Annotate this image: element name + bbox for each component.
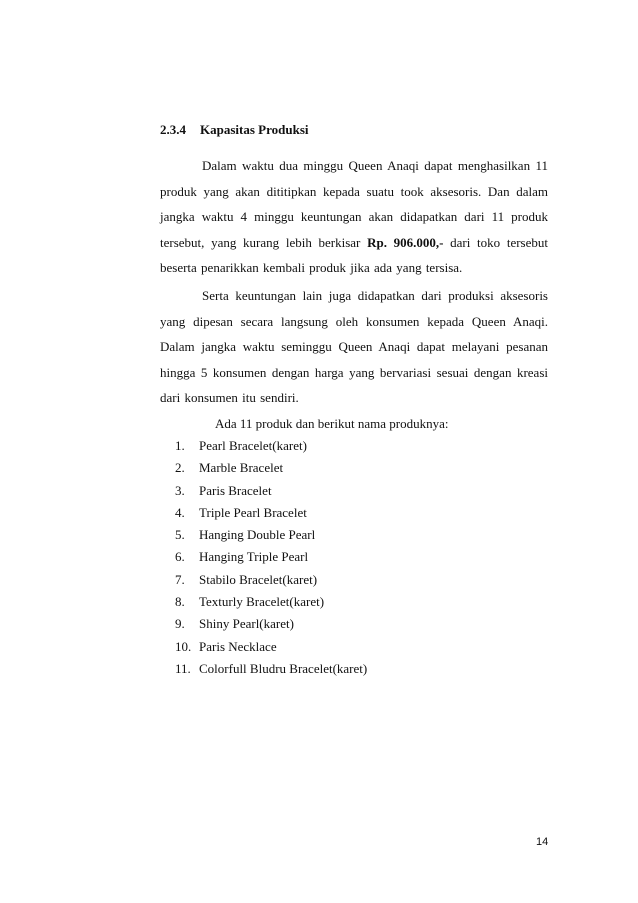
list-item-name: Marble Bracelet [199,460,284,476]
list-item-number: 7. [175,571,185,587]
list-intro: Ada 11 produk dan berikut nama produknya: [215,416,449,431]
list-item-number: 9. [175,616,185,632]
list-item [175,569,367,591]
list-item-name: Colorfull Bludru Bracelet(karet) [199,660,368,676]
list-item [175,480,367,502]
paragraph1-text-after: dari toko tersebut beserta penarikkan kembali produk jika ada yang tersisa. [160,234,549,275]
list-item-name: Triple Pearl Bracelet [199,504,307,520]
list-item-number: 6. [175,549,185,565]
page-number: 14 [536,836,549,848]
list-item-number: 8. [175,594,185,610]
list-item [175,636,367,658]
list-item-name: Texturly Bracelet(karet) [199,594,325,610]
list-item-number: 4. [175,504,185,520]
list-item [175,524,367,546]
paragraph1-text-before: Dalam waktu dua minggu Queen Anaqi dapat menghasilkan 11 produk yang akan dititipkan kepada suatu took aksesoris. Dan dalam jangka waktu 4 minggu keuntungan akan didapatkan dari 11 produk tersebut, yang kurang lebih berkisar [160,158,548,250]
list-item-number: 3. [175,482,185,498]
section-title: Kapasitas Produksi [200,122,309,137]
paragraph-production-capacity [160,153,548,281]
list-item-number: 5. [175,527,185,543]
list-item-name: Stabilo Bracelet(karet) [199,571,318,587]
list-item-name: Paris Necklace [199,638,277,654]
list-item-number: 11. [175,660,191,676]
product-list [175,435,367,680]
list-item [175,502,367,524]
list-item-number: 10. [175,638,192,654]
list-item [175,457,367,479]
list-item [175,613,367,635]
section-heading [160,122,309,138]
list-item-number: 1. [175,438,185,453]
list-item-name: Hanging Double Pearl [199,527,316,543]
list-item-name: Hanging Triple Pearl [199,549,309,565]
paragraph2-text: Serta keuntungan lain juga didapatkan dari produksi aksesoris yang dipesan secara langsung oleh konsumen kepada Queen Anaqi. Dalam jangka waktu seminggu Queen Anaqi dapat melayani pesanan hingga 5 konsumen dengan harga yang bervariasi sesuai dengan kreasi dari konsumen itu sendiri. [160,288,548,405]
list-item [175,546,367,568]
paragraph-direct-orders [160,283,548,411]
list-item-name: Paris Bracelet [199,482,272,498]
paragraph1-amount: Rp. 906.000,- [367,234,444,250]
list-item-name: Pearl Bracelet(karet) [199,438,307,453]
list-item [175,591,367,613]
list-item [175,658,367,680]
section-number: 2.3.4 [160,122,186,137]
list-item-name: Shiny Pearl(karet) [199,616,294,632]
list-item [175,435,367,457]
list-item-number: 2. [175,460,185,476]
